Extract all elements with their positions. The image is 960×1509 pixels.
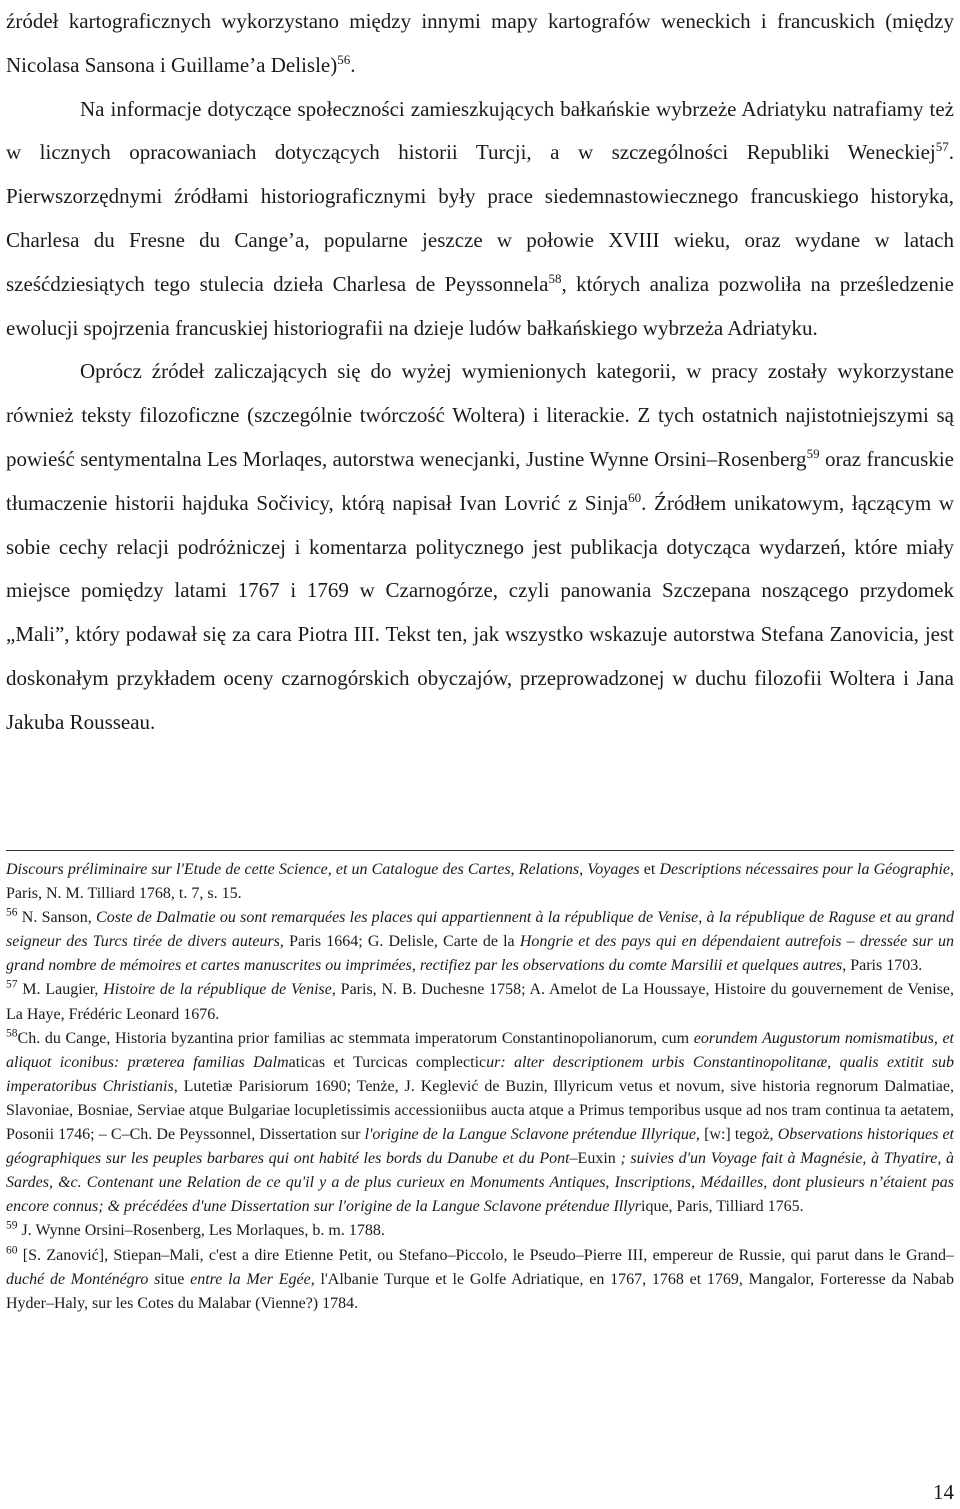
footnote-separator	[6, 850, 954, 851]
paragraph-2: Na informacje dotyczące społeczności zamieszkujących bałkańskie wybrzeże Adriatyku natrafiamy też w licznych opracowaniach dotyczących historii Turcji, a w szczególności Republiki Weneckiej$^{57}$. Pierwszorzędnymi źródłami historiograficznymi były prace siedemnastowiecznego francuskiego historyka, Charlesa du Fresne du Cange’a, popularne jeszcze w połowie XVIII wieku, oraz wydane w latach sześćdziesiątych tego stulecia dzieła Charlesa de Peyssonnela$^{58}$, których analiza pozwoliła na prześledzenie ewolucji spojrzenia francuskiej historiografii na dzieje ludów bałkańskiego wybrzeża Adriatyku.	[6, 96, 954, 340]
footnote-57: $^{57}$ M. Laugier, Histoire de la république de Venise, Paris, N. B. Duchesne 1758; A. Amelot de La Houssaye, Histoire du gouvernement de Venise, La Haye, Frédéric Leonard 1676.	[6, 979, 955, 1023]
footnote-number: 58	[6, 1027, 18, 1040]
footnotes	[6, 858, 954, 1316]
footnote-number: 56	[6, 906, 18, 919]
footnote-56: $^{56}$ N. Sanson, Coste de Dalmatie ou sont remarquées les places qui appartiennent à la république de Venise, à la république de Raguse et au grand seigneur des Turcs tirée de divers auteurs, Paris 1664; G. Delisle, Carte de la Hongrie et des pays qui en dépendaient autrefois – dressée sur un grand nombre de mémoires et cartes manuscrites ou imprimées, rectifiez par les observations du comte Marsilii et quelques autres, Paris 1703.	[6, 906, 954, 975]
footnote-ref-58[interactable]: 58	[548, 270, 562, 286]
footnote-number: 60	[6, 1244, 18, 1257]
footnote-ref-60[interactable]: 60	[628, 489, 642, 505]
footnote-ref-56[interactable]: 56	[337, 51, 351, 67]
footnote-ref-57[interactable]: 57	[935, 139, 949, 155]
footnote-continuation: Discours préliminaire sur l'Etude de cette Science, et un Catalogue des Cartes, Relations, Voyages et Descriptions nécessaires pour la Géographie, Paris, N. M. Tilliard 1768, t. 7, s. 15.	[6, 861, 955, 903]
footnote-60: $^{60}$ [S. Zanović], Stiepan–Mali, c'est a dire Etienne Petit, ou Stefano–Piccolo, le Pseudo–Pierre III, empereur de Russie, qui parut dans le Grand–duché de Monténégro situe entre la Mer Egée, l'Albanie Turque et le Golfe Adriatique, en 1767, 1768 et 1769, Mangalor, Forteresse da Nabab Hyder–Haly, sur les Cotes du Malabar (Vienne?) 1784.	[6, 1244, 955, 1312]
paragraph-1: źródeł kartograficznych wykorzystano między innymi mapy kartografów weneckich i francuskich (między Nicolasa Sansona i Guillame’a Delisle)$^{56}$.	[6, 9, 954, 77]
footnote-58: $^{58}$Ch. du Cange, Historia byzantina prior familias ac stemmata imperatorum Constantinopolianorum, cum eorundem Augustorum nomismatibus, et aliquot iconibus: præterea familias Dalmaticas et Turcicas complecticur: alter descriptionem urbis Constantinopolitanæ, qualis extitit sub imperatoribus Christianis, Lutetiæ Parisiorum 1690; Tenże, J. Keglević de Buzin, Illyricum vetus et novum, sive historia regnorum Dalmatiae, Slavoniae, Bosniae, Serviae atque Bulgariae locupletissimis accessioniibus aucta atque a Primus temporibus usque ad nos tram continua ta aetatem, Posonii 1746; – C–Ch. De Peyssonnel, Dissertation sur l'origine de la Langue Sclavone prétendue Illyrique, [w:] tegoż, Observations historiques et géographiques sur les peuples barbares qui ont habité les bords du Danube et du Pont–Euxin ; suivies d'un Voyage fait à Magnésie, à Thyatire, à Sardes, &c. Contenant une Relation de ce qu'il y a de plus curieux en Monuments Antiques, Inscriptions, Médailles, dont plusieurs n’étaient pas encore connus; & précédées d'une Dissertation sur l'origine de la Langue Sclavone prétendue Illyrique, Paris, Tilliard 1765.	[6, 1027, 955, 1216]
footnote-number: 57	[6, 979, 18, 992]
page-number: 14	[933, 1480, 954, 1504]
paragraph-3: Oprócz źródeł zaliczających się do wyżej wymienionych kategorii, w pracy zostały wykorzystane również teksty filozoficzne (szczególnie twórczość Woltera) i literackie. Z tych ostatnich najistotniejszymi są powieść sentymentalna Les Morlaqes, autorstwa wenecjanki, Justine Wynne Orsini–Rosenberg$^{59}$ oraz francuskie tłumaczenie historii hajduka Sočivicy, którą napisał Ivan Lovrić z Sinja$^{60}$. Źródłem unikatowym, łączącym w sobie cechy relacji podróżniczej i komentarza politycznego jest publikacja dotycząca wydarzeń, które miały miejsce pomiędzy latami 1767 i 1769 w Czarnogórze, czyli panowania Szczepana noszącego przydomek „Mali”, który podawał się za cara Piotra III. Tekst ten, jak wszystko wskazuje autorstwa Stefana Zanovicia, jest doskonałym przykładem oceny czarnogórskich obyczajów, przeprowadzonej w duchu filozofii Woltera i Jana Jakuba Rousseau.	[6, 359, 954, 734]
footnote-59: $^{59}$ J. Wynne Orsini–Rosenberg, Les Morlaques, b. m. 1788.	[6, 1220, 385, 1240]
footnote-number: 59	[6, 1220, 18, 1233]
main-text	[6, 0, 954, 745]
footnote-ref-59[interactable]: 59	[806, 445, 820, 461]
